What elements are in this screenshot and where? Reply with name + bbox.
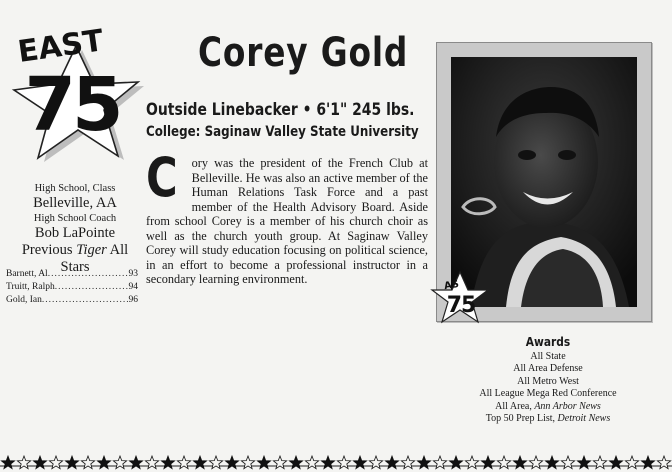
school-value: Belleville, AA [33,195,117,211]
border-star-icon [465,456,478,469]
bio-dropcap: C [146,146,178,209]
list-item [456,363,640,375]
bio-text: ory was the president of the French Club at Belleville. He was also an active member of the Human Relations Task Force and a past member of the Health Advisory Board. Aside from school Corey is a member of his church choir as well as the church youth group. At Saginaw Valley Corey will study education focusing on political science, in an effort to become a professional instructor in a secondary learning environment. [146,156,428,286]
border-star-icon [145,456,158,469]
player-name: Corey Gold [198,30,409,76]
coach-value: Bob LaPointe [34,225,116,241]
award-text: All League Mega Red Conference [479,388,617,400]
border-star-icon [401,456,414,469]
border-star-icon [209,456,222,469]
roster-name: Barnett, Al [6,269,48,279]
border-star-icon [129,456,142,469]
border-star-icon [641,456,654,469]
border-star-icon [385,456,398,469]
list-item [456,388,640,400]
border-star-icon [81,456,94,469]
roster-year: 93 [128,269,138,279]
player-bio [146,146,428,287]
border-star-icon [417,456,430,469]
mini-badge-region: AS [443,278,460,293]
player-position: Outside Linebacker • 6'1" 245 lbs. [146,100,415,120]
border-star-icon [657,456,670,469]
border-star-icon [609,456,622,469]
list-item [6,294,138,307]
award-text: All Area Defense [513,363,583,375]
list-item [456,351,640,363]
border-star-icon [161,456,174,469]
roster-year: 94 [128,282,138,292]
border-star-icon [481,456,494,469]
player-info [6,182,144,276]
leader-dots [48,268,129,281]
border-star-icon [545,456,558,469]
award-text: Top 50 Prep List, [485,413,558,425]
mini-badge-number: 75 [446,293,476,318]
border-star-icon [577,456,590,469]
leader-dots [55,281,129,294]
previous-all-stars-list [6,268,138,307]
border-star-icon [65,456,78,469]
list-item [6,281,138,294]
east-75-star-badge [0,22,150,172]
border-star-icon [97,456,110,469]
border-star-icon [1,456,14,469]
roster-year: 96 [128,295,138,305]
school-label: High School, Class [34,183,116,194]
border-star-icon [273,456,286,469]
border-star-icon [497,456,510,469]
previous-suffix: All Stars [60,242,129,275]
all-star-75-mini-badge [430,268,492,330]
border-star-icon [49,456,62,469]
border-star-icon [225,456,238,469]
border-star-icon [241,456,254,469]
coach-label: High School Coach [33,213,117,224]
border-star-icon [513,456,526,469]
badge-number: 75 [24,62,120,148]
award-publication: Detroit News [557,413,611,425]
border-star-icon [177,456,190,469]
border-star-icon [449,456,462,469]
border-star-icon [337,456,350,469]
border-star-icon [257,456,270,469]
roster-name: Gold, Ian [6,295,42,305]
border-star-icon [353,456,366,469]
award-publication: Ann Arbor News [534,400,601,412]
border-star-icon [625,456,638,469]
list-item [456,376,640,388]
list-item [456,401,640,413]
border-star-icon [321,456,334,469]
leader-dots [42,294,129,307]
roster-name: Truitt, Ralph [6,282,55,292]
awards-title: Awards [525,334,571,349]
award-text: All Metro West [517,375,579,387]
border-star-icon [113,456,126,469]
border-star-icon [33,456,46,469]
border-star-icon [433,456,446,469]
border-star-icon [369,456,382,469]
previous-prefix: Previous [21,242,77,258]
border-star-icon [561,456,574,469]
border-star-icon [289,456,302,469]
badge-region: EAST [15,23,106,70]
award-text: All Area, [495,400,535,412]
player-college: College: Saginaw Valley State University [146,124,419,140]
border-star-icon [593,456,606,469]
border-star-icon [305,456,318,469]
previous-emph: Tiger [76,242,107,258]
list-item [456,413,640,425]
border-star-icon [17,456,30,469]
award-text: All State [530,351,566,362]
star-border [0,452,672,472]
border-star-icon [529,456,542,469]
list-item [6,268,138,281]
border-star-icon [193,456,206,469]
awards-section [456,334,640,425]
